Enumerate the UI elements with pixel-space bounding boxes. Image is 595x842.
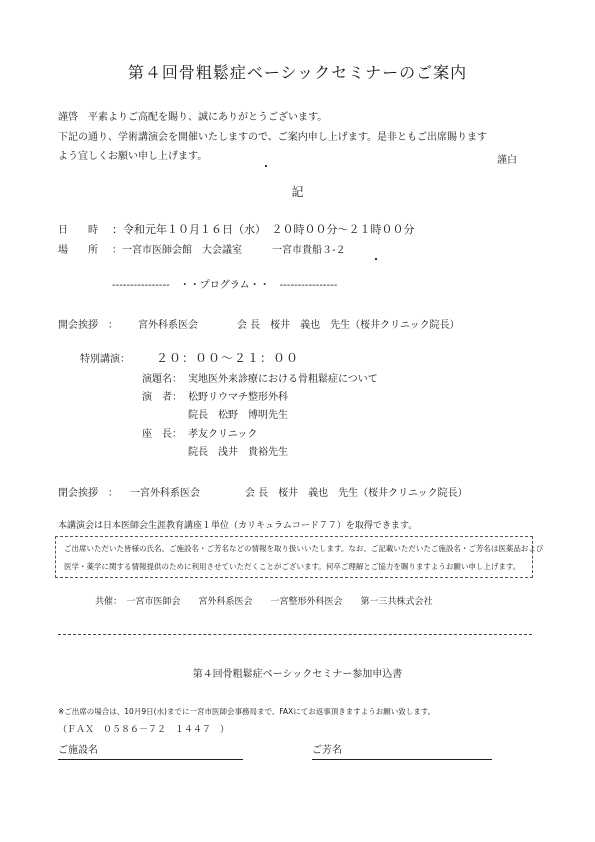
speaker-org: 松野リウマチ整形外科 xyxy=(188,392,288,403)
greeting-line-2: 下記の通り、学術講演会を開催いたしますので、ご案内申し上げます。是非ともご出席賜ります xyxy=(58,132,487,143)
date-label: 日 時 xyxy=(58,225,98,236)
program-header: ---------------- ・・プログラム・・ ---------------- xyxy=(112,280,338,291)
speaker-label: 演 者： xyxy=(142,392,182,403)
notice-line-2: 医学・薬学に関する情報提供のために利用させていただくことがございます。何卒ご理解とご協力を賜りますようお願い申し上げます。 xyxy=(64,562,521,571)
privacy-notice-box xyxy=(55,536,544,578)
theme-text: 実地医外来診療における骨粗鬆症について xyxy=(188,374,378,385)
form-instruction: ※ご出席の場合は、10月9日(水)までに一宮市医師会事務局まで、FAXにてお返事頂きますようお願い致します。 xyxy=(58,707,436,716)
cut-line xyxy=(58,634,532,635)
lecture-time: ２０：００～２１：００ xyxy=(156,351,300,365)
theme-label: 演題名： xyxy=(142,374,182,385)
closing-label: 閉会挨拶 ： xyxy=(58,488,118,499)
chair-label: 座 長： xyxy=(142,429,182,440)
closing-person: 会 長 桜井 義也 先生（桜井クリニック院長） xyxy=(245,488,468,499)
facility-label: ご施設名 xyxy=(58,745,98,756)
opening-label: 開会挨拶 ： xyxy=(58,320,118,331)
place-value: ：一宮市医師会館 大会議室 一宮市貴船３-２ xyxy=(112,245,346,256)
form-title: 第４回骨粗鬆症ベーシックセミナー参加申込書 xyxy=(192,669,403,680)
lecture-label: 特別講演： xyxy=(80,354,130,365)
scan-speck xyxy=(265,165,267,167)
greeting-line-1: 謹啓 平素よりご高配を賜り、誠にありがとうございます。 xyxy=(58,112,328,123)
name-label: ご芳名 xyxy=(312,745,342,756)
chair-name: 院長 浅井 貴裕先生 xyxy=(188,447,288,458)
date-value: ：令和元年１０月１６日（水） ２０時００分～２１時００分 xyxy=(112,223,415,236)
place-label: 場 所 xyxy=(58,245,98,256)
page-title: 第４回骨粗鬆症ベーシックセミナーのご案内 xyxy=(127,63,468,82)
chair-org: 孝友クリニック xyxy=(188,429,258,440)
opening-org: 宮外科系医会 xyxy=(138,320,198,331)
opening-person: 会 長 桜井 義也 先生（桜井クリニック院長） xyxy=(237,320,460,331)
credit-note: 本講演会は日本医師会生涯教育講座１単位（カリキュラムコード７７）を取得できます。 xyxy=(58,521,418,531)
scan-speck xyxy=(375,258,377,260)
form-fax: （ＦＡＸ ０５８６－７２ １４４７ ） xyxy=(58,725,230,735)
closing-org: 一宮外科系医会 xyxy=(130,488,200,499)
greeting-line-3: よう宜しくお願い申し上げます。 xyxy=(58,151,208,162)
speaker-name: 院長 松野 博明先生 xyxy=(188,410,288,421)
greeting-closing: 謹白 xyxy=(497,155,517,166)
facility-field[interactable] xyxy=(58,759,243,760)
ki-heading: 記 xyxy=(291,185,304,199)
notice-line-1: ご出席いただいた皆様の氏名、ご施設名・ご芳名などの情報を取り扱いいたします。なお、ご記載いただいたご施設名・ご芳名は医薬品および xyxy=(64,544,544,553)
name-field[interactable] xyxy=(312,759,492,760)
cosponsors: 共催： 一宮市医師会 宮外科系医会 一宮整形外科医会 第一三共株式会社 xyxy=(95,597,433,607)
